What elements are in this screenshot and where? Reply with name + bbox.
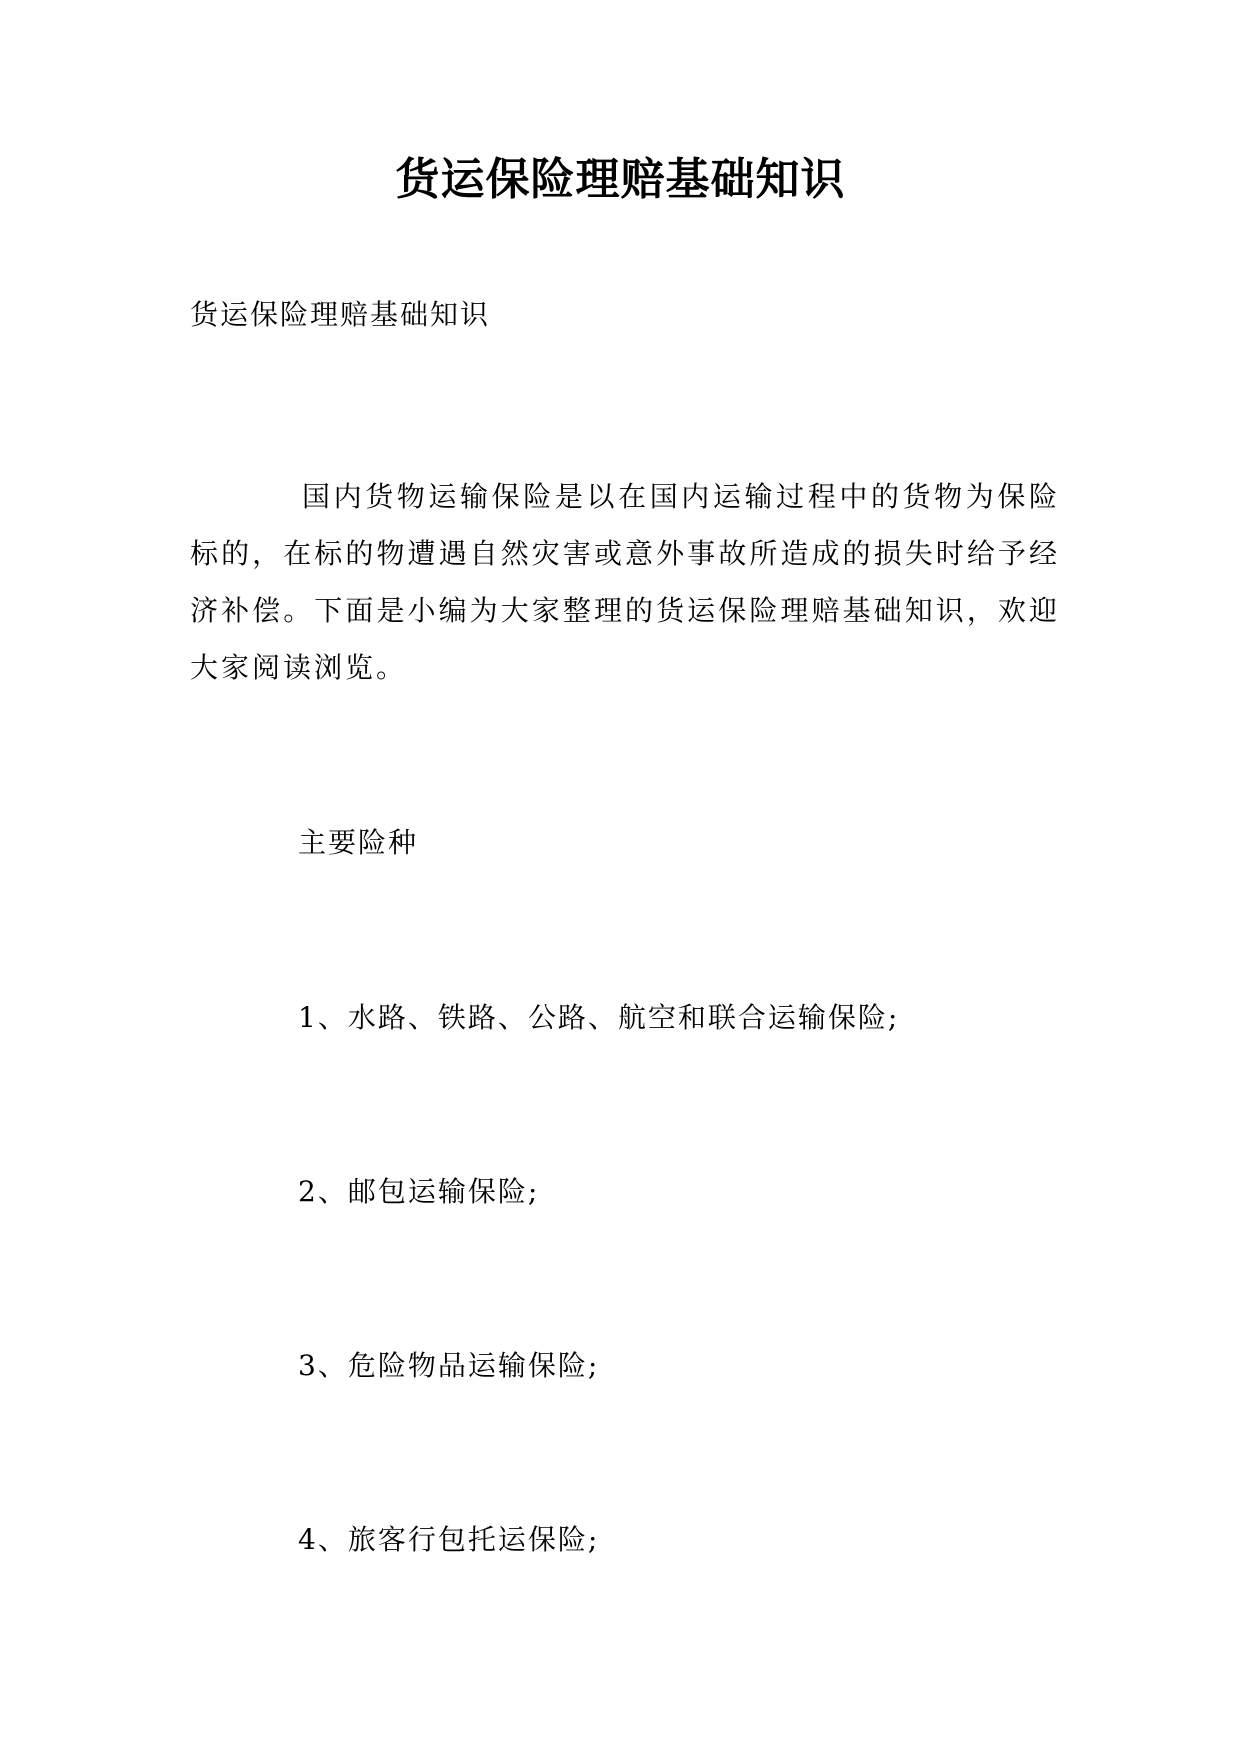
list-item: 4、旅客行包托运保险; (298, 1523, 600, 1556)
list-item: 3、危险物品运输保险; (298, 1349, 600, 1382)
intro-paragraph: 国内货物运输保险是以在国内运输过程中的货物为保险标的，在标的物遭遇自然灾害或意外事故所造成的损失时给予经济补偿。下面是小编为大家整理的货运保险理赔基础知识，欢迎大家阅读浏览。 (190, 480, 1060, 684)
list-item: 1、水路、铁路、公路、航空和联合运输保险; (298, 1001, 900, 1034)
section-heading: 主要险种 (298, 826, 419, 859)
document-title: 货运保险理赔基础知识 (395, 154, 846, 205)
document-subtitle: 货运保险理赔基础知识 (190, 298, 491, 331)
list-item: 2、邮包运输保险; (298, 1175, 540, 1208)
